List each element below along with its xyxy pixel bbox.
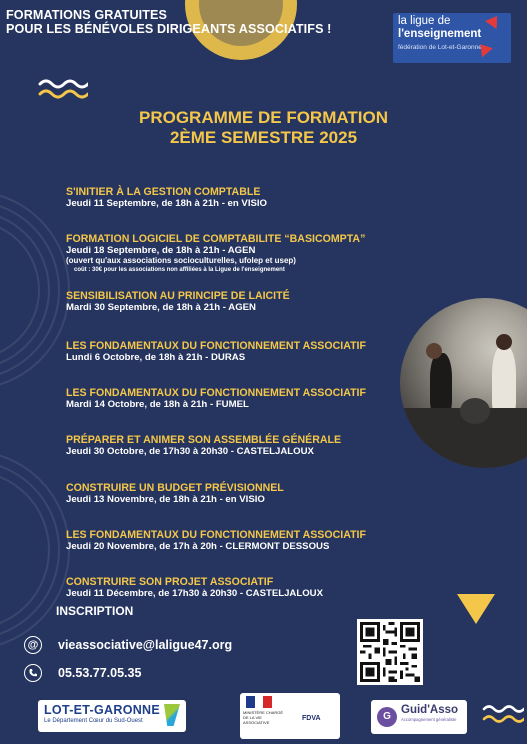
session-cost-note: coût : 30€ pour les associations non affiliées à la Ligue de l'enseignement — [74, 266, 285, 273]
phone-row — [24, 664, 141, 682]
session-item — [66, 290, 406, 313]
session-item — [66, 233, 406, 274]
session-item — [66, 576, 406, 599]
inscription-heading: INSCRIPTION — [56, 604, 134, 618]
email-row — [24, 636, 232, 654]
session-title: LES FONDAMENTAUX DU FONCTIONNEMENT ASSOCIATIF — [66, 340, 366, 352]
header-line-1: FORMATIONS GRATUITES — [6, 8, 168, 22]
ligue-logo-line-3: fédération de Lot-et-Garonne — [398, 44, 482, 51]
session-title: LES FONDAMENTAUX DU FONCTIONNEMENT ASSOCIATIF — [66, 529, 366, 541]
session-item — [66, 340, 406, 363]
session-note: (ouvert qu'aux associations socioculturelles, ufolep et usep) — [66, 256, 296, 265]
session-title: PRÉPARER ET ANIMER SON ASSEMBLÉE GÉNÉRALE — [66, 434, 342, 446]
guidasso-tagline: Accompagnement généraliste — [401, 717, 457, 722]
session-title: CONSTRUIRE SON PROJET ASSOCIATIF — [66, 576, 274, 588]
decorative-triangle — [457, 594, 495, 624]
at-sign-icon: @ — [24, 636, 42, 654]
session-date: Jeudi 11 Septembre, de 18h à 21h - en VISIO — [66, 198, 268, 209]
session-item — [66, 186, 406, 209]
fdva-logo — [240, 693, 340, 739]
qr-code[interactable] — [357, 619, 423, 685]
lot-et-garonne-logo — [38, 700, 186, 732]
session-date: Jeudi 13 Novembre, de 18h à 21h - en VISIO — [66, 494, 265, 505]
wave-icon — [482, 702, 524, 726]
session-item — [66, 529, 406, 552]
guidasso-badge-icon: G — [377, 707, 397, 727]
phone-link[interactable]: 05.53.77.05.35 — [58, 666, 142, 680]
fdva-name: FDVA — [302, 715, 321, 722]
ligue-logo-line-1: la ligue de — [398, 15, 451, 27]
session-title: LES FONDAMENTAUX DU FONCTIONNEMENT ASSOCIATIF — [66, 387, 366, 399]
ministry-text: MINISTÈRE CHARGÉ DE LA VIE ASSOCIATIVE — [243, 710, 284, 725]
session-date: Jeudi 18 Septembre, de 18h à 21h - AGEN — [66, 245, 256, 256]
session-title: S'INITIER À LA GESTION COMPTABLE — [66, 186, 261, 198]
session-title: FORMATION LOGICIEL DE COMPTABILITE “BASICOMPTA” — [66, 233, 366, 245]
programme-title-line-2: 2ÈME SEMESTRE 2025 — [169, 128, 358, 147]
session-item — [66, 482, 406, 505]
wave-icon — [38, 76, 88, 102]
session-item — [66, 434, 406, 457]
session-title: CONSTRUIRE UN BUDGET PRÉVISIONNEL — [66, 482, 284, 494]
session-date: Lundi 6 Octobre, de 18h à 21h - DURAS — [66, 352, 246, 363]
phone-icon — [24, 664, 42, 682]
session-date: Jeudi 11 Décembre, de 17h30 à 20h30 - CASTELJALOUX — [66, 588, 324, 599]
email-link[interactable]: vieassociative@laligue47.org — [58, 638, 233, 652]
ligue-logo — [393, 13, 511, 63]
lot-garonne-tagline: Le Département Cœur du Sud-Ouest — [44, 718, 143, 724]
header-line-2: POUR LES BÉNÉVOLES DIRIGEANTS ASSOCIATIFS ! — [6, 22, 332, 36]
ligue-logo-line-2: l'enseignement — [398, 28, 482, 40]
decorative-rings — [0, 190, 70, 710]
session-date: Jeudi 20 Novembre, de 17h à 20h - CLERMONT DESSOUS — [66, 541, 330, 552]
french-flag-icon — [246, 696, 272, 708]
session-date: Mardi 30 Septembre, de 18h à 21h - AGEN — [66, 302, 256, 313]
lot-garonne-name: LOT-ET-GARONNE — [44, 703, 161, 717]
guidasso-name: Guid'Asso — [401, 704, 459, 716]
session-date: Jeudi 30 Octobre, de 17h30 à 20h30 - CASTELJALOUX — [66, 446, 314, 457]
programme-title-line-1: PROGRAMME DE FORMATION — [138, 108, 388, 127]
guidasso-logo — [371, 700, 467, 734]
session-item — [66, 387, 406, 410]
session-title: SENSIBILISATION AU PRINCIPE DE LAICITÉ — [66, 290, 290, 302]
page-header — [6, 8, 331, 36]
session-date: Mardi 14 Octobre, de 18h à 21h - FUMEL — [66, 399, 249, 410]
training-photo — [400, 298, 527, 468]
